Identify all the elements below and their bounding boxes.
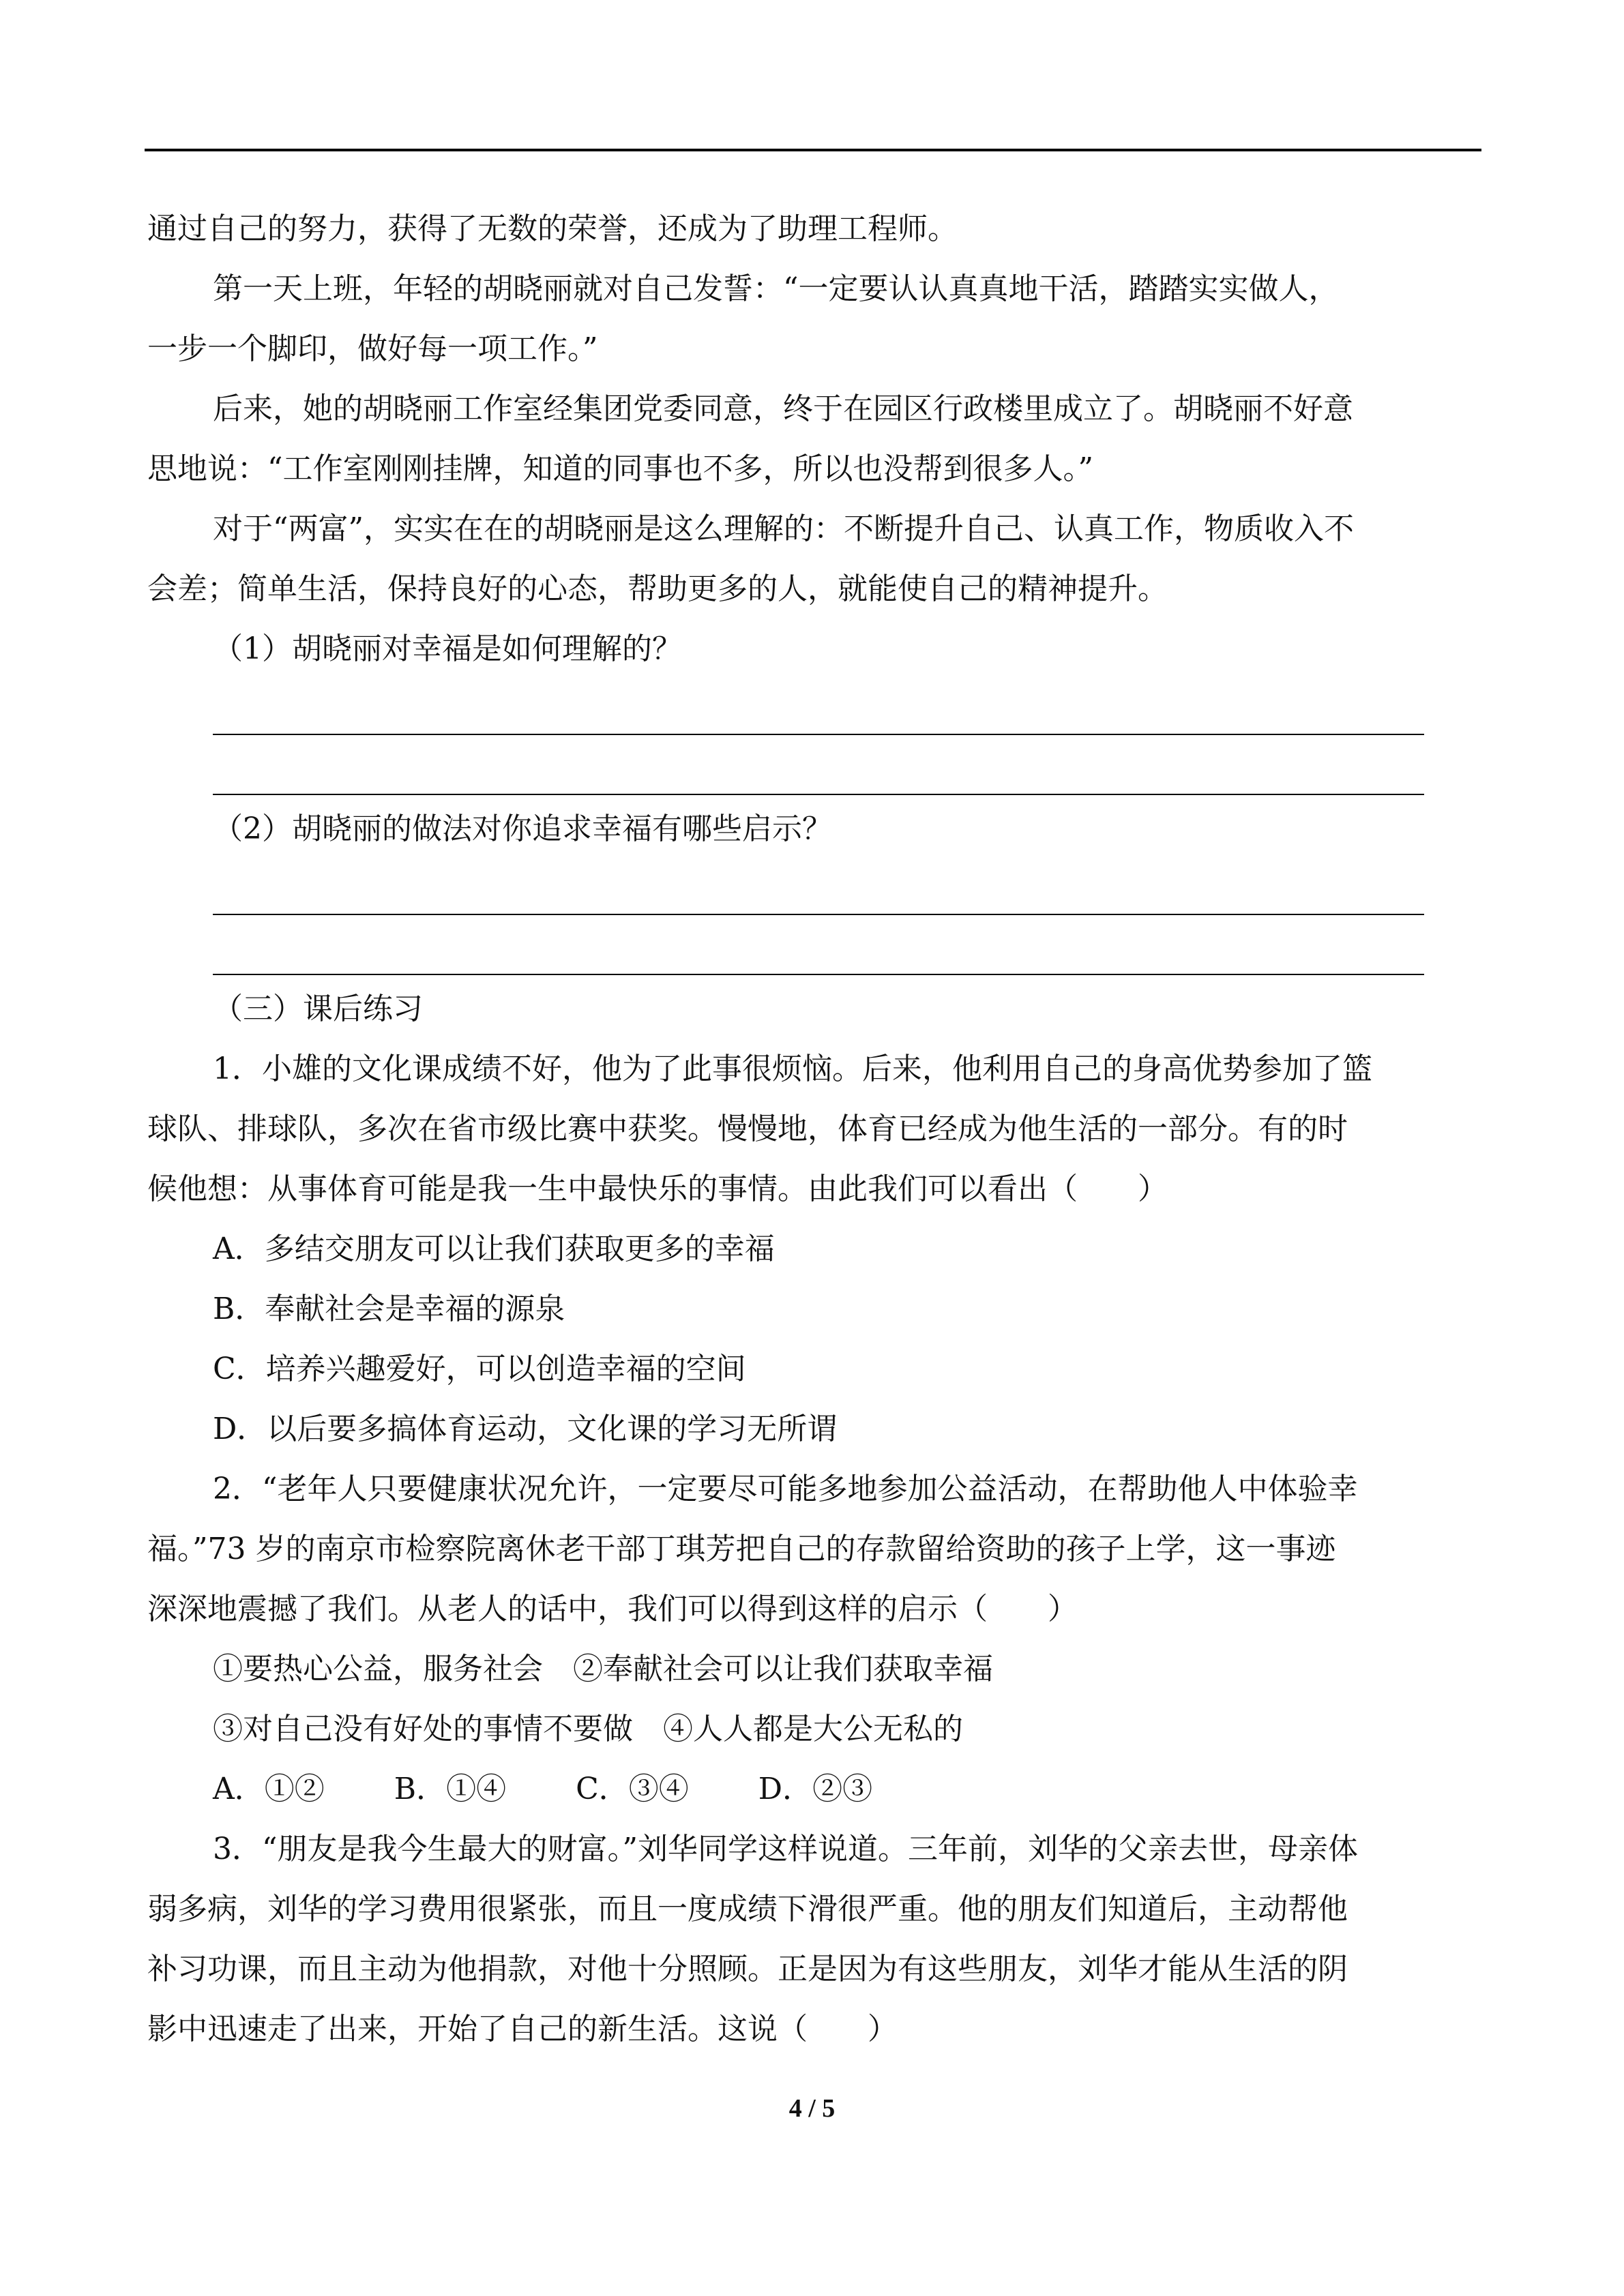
header-rule	[145, 149, 1481, 151]
question-2-line: 2．“老年人只要健康状况允许，一定要尽可能多地参加公益活动，在帮助他人中体验幸	[213, 1472, 1358, 1506]
choice-b: B．①④	[394, 1772, 507, 1806]
option-b: B．奉献社会是幸福的源泉	[213, 1292, 565, 1326]
subquestion-1: （1）胡晓丽对幸福是如何理解的？	[213, 631, 682, 666]
question-2-line: 福。”73 岁的南京市检察院离休老干部丁琪芳把自己的存款留给资助的孩子上学，这一事迹	[147, 1532, 1336, 1566]
statement-row: ③对自己没有好处的事情不要做 ④人人都是大公无私的	[213, 1712, 963, 1746]
question-3-line: 影中迅速走了出来，开始了自己的新生活。这说（ ）	[147, 2012, 898, 2046]
choice-d: D．②③	[758, 1772, 873, 1806]
question-1-line: 1．小雄的文化课成绩不好，他为了此事很烦恼。后来，他利用自己的身高优势参加了篮	[213, 1052, 1372, 1086]
page-number: 4 / 5	[788, 2094, 836, 2123]
answer-line	[213, 739, 1424, 799]
choice-c: C．③④	[576, 1772, 689, 1806]
subquestion-2: （2）胡晓丽的做法对你追求幸福有哪些启示？	[213, 811, 832, 846]
paragraph-line: 第一天上班，年轻的胡晓丽就对自己发誓：“一定要认认真真地干活，踏踏实实做人，	[213, 271, 1339, 306]
question-1-line: 球队、排球队，多次在省市级比赛中获奖。慢慢地，体育已经成为他生活的一部分。有的时	[147, 1112, 1348, 1146]
question-3-line: 弱多病，刘华的学习费用很紧张，而且一度成绩下滑很严重。他的朋友们知道后，主动帮他	[147, 1892, 1348, 1926]
paragraph-line: 对于“两富”，实实在在的胡晓丽是这么理解的：不断提升自己、认真工作，物质收入不	[213, 511, 1354, 546]
paragraph-line: 通过自己的努力，获得了无数的荣誉，还成为了助理工程师。	[147, 211, 958, 246]
question-1-line: 候他想：从事体育可能是我一生中最快乐的事情。由此我们可以看出（ ）	[147, 1172, 1168, 1206]
choice-row	[147, 1759, 1483, 1819]
statement-row: ①要热心公益，服务社会 ②奉献社会可以让我们获取幸福	[213, 1652, 993, 1686]
answer-line	[213, 919, 1424, 979]
option-c: C．培养兴趣爱好，可以创造幸福的空间	[213, 1352, 746, 1386]
option-a: A．多结交朋友可以让我们获取更多的幸福	[213, 1232, 775, 1266]
paragraph-line: 后来，她的胡晓丽工作室经集团党委同意，终于在园区行政楼里成立了。胡晓丽不好意	[213, 391, 1353, 426]
paragraph-line: 一步一个脚印，做好每一项工作。”	[147, 331, 598, 366]
question-3-line: 补习功课，而且主动为他捐款，对他十分照顾。正是因为有这些朋友，刘华才能从生活的阴	[147, 1952, 1348, 1986]
option-d: D．以后要多搞体育运动，文化课的学习无所谓	[213, 1412, 838, 1446]
answer-line	[213, 859, 1424, 919]
question-2-line: 深深地震撼了我们。从老人的话中，我们可以得到这样的启示（ ）	[147, 1592, 1078, 1626]
paragraph-line: 会差；简单生活，保持良好的心态，帮助更多的人，就能使自己的精神提升。	[147, 571, 1168, 606]
choice-a: A．①②	[213, 1772, 325, 1806]
section-title: （三）课后练习	[213, 992, 423, 1026]
answer-line	[213, 679, 1424, 739]
document-body	[147, 199, 1483, 2059]
question-3-line: 3．“朋友是我今生最大的财富。”刘华同学这样说道。三年前，刘华的父亲去世，母亲体	[213, 1832, 1358, 1866]
paragraph-line: 思地说：“工作室刚刚挂牌，知道的同事也不多，所以也没帮到很多人。”	[147, 451, 1093, 486]
